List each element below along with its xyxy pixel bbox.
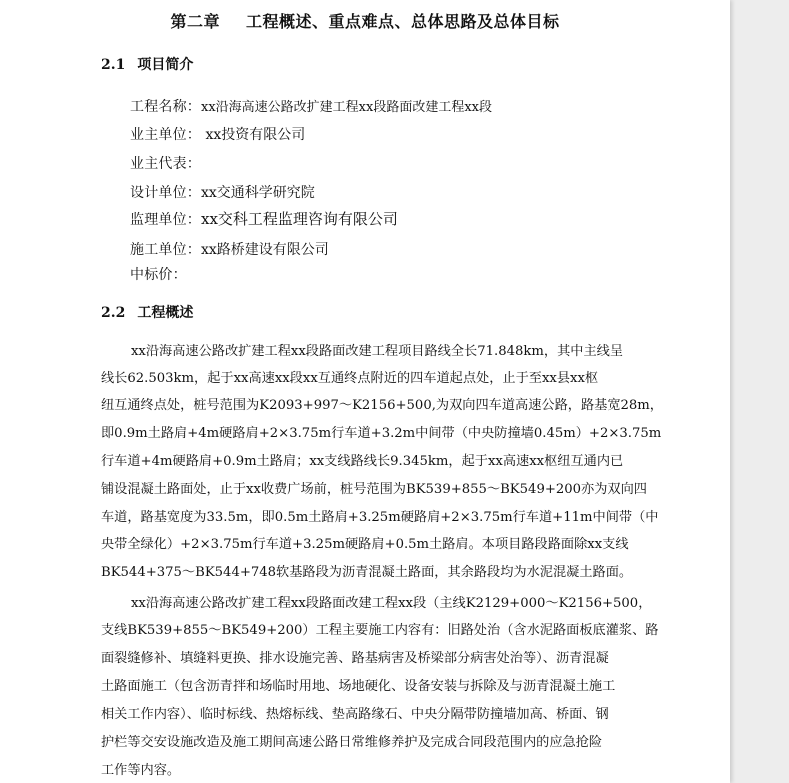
text-line: 工作等内容。	[101, 763, 181, 778]
field-bid-price	[130, 264, 187, 284]
text-line: 车道，路基宽度为33.5m，即0.5m土路肩+3.25m硬路肩+2×3.75m行车道+11m中间带（中	[101, 510, 659, 525]
text-line: 行车道+4m硬路肩+0.9m土路肩；xx支线路线长9.345km，起于xx高速xx枢纽互通内已	[101, 454, 624, 469]
field-construction-unit	[130, 239, 329, 259]
text-line: xx沿海高速公路改扩建工程xx段路面改建工程项目路线全长71.848km，其中主线呈	[131, 344, 624, 359]
field-label: 工程名称：	[130, 99, 201, 115]
field-value: xx交科工程监理咨询有限公司	[201, 210, 398, 228]
field-supervision-unit	[130, 208, 398, 229]
chapter-heading	[0, 9, 730, 32]
field-value: xx投资有限公司	[201, 127, 306, 143]
field-label: 施工单位：	[130, 242, 201, 258]
chapter-title: 工程概述、重点难点、总体思路及总体目标	[246, 12, 560, 31]
text-line: 即0.9m土路肩+4m硬路肩+2×3.75m行车道+3.2m中间带（中央防撞墙0.45m）+2×3.75m	[101, 426, 662, 441]
text-line: 土路面施工（包含沥青拌和场临时用地、场地硬化、设备安装与拆除及与沥青混凝土施工	[101, 679, 616, 694]
field-label: 中标价：	[130, 267, 187, 283]
field-label: 监理单位：	[130, 212, 201, 228]
text-line: 护栏等交安设施改造及施工期间高速公路日常维修养护及完成合同段范围内的应急抢险	[101, 735, 603, 750]
field-value: xx路桥建设有限公司	[201, 242, 329, 258]
field-owner-rep	[130, 153, 201, 173]
section-number: 2.2	[101, 305, 126, 321]
field-value: xx交通科学研究院	[201, 185, 315, 201]
section-heading-2-2	[101, 302, 193, 322]
section-heading-2-1	[101, 54, 193, 74]
field-owner	[130, 124, 305, 144]
section-title: 工程概述	[137, 305, 194, 321]
text-line: 相关工作内容）、临时标线、热熔标线、垫高路缘石、中央分隔带防撞墙加高、桥面、钢	[101, 707, 609, 722]
text-line: xx沿海高速公路改扩建工程xx段路面改建工程xx段（主线K2129+000～K2156+500，	[131, 596, 652, 611]
section-title: 项目简介	[137, 57, 194, 73]
text-line: 铺设混凝土路面处，止于xx收费广场前，桩号范围为BK539+855～BK549+200亦为双向四	[101, 482, 647, 497]
text-line: 央带全绿化）+2×3.75m行车道+3.25m硬路肩+0.5m土路肩。本项目路段路面除xx支线	[101, 537, 629, 552]
chapter-number: 第二章	[170, 12, 220, 31]
text-line: 线长62.503km，起于xx高速xx段xx互通终点附近的四车道起点处，止于至xx县xx枢	[101, 371, 599, 386]
field-design-unit	[130, 182, 315, 202]
text-line: 支线BK539+855～BK549+200）工程主要施工内容有：旧路处治（含水泥路面板底灌浆、路	[101, 623, 659, 638]
text-line: BK544+375～BK544+748软基路段为沥青混凝土路面，其余路段均为水泥混凝土路面。	[101, 565, 633, 580]
text-line: 纽互通终点处，桩号范围为K2093+997～K2156+500,为双向四车道高速公路，路基宽28m，	[101, 398, 663, 413]
text-line: 面裂缝修补、填缝料更换、排水设施完善、路基病害及桥梁部分病害处治等）、沥青混凝	[101, 651, 609, 666]
field-label: 设计单位：	[130, 185, 201, 201]
section-number: 2.1	[101, 57, 126, 73]
field-label: 业主单位：	[130, 127, 201, 143]
field-project-name	[130, 96, 492, 116]
field-label: 业主代表：	[130, 156, 201, 172]
field-value: xx沿海高速公路改扩建工程xx段路面改建工程xx段	[201, 100, 492, 115]
